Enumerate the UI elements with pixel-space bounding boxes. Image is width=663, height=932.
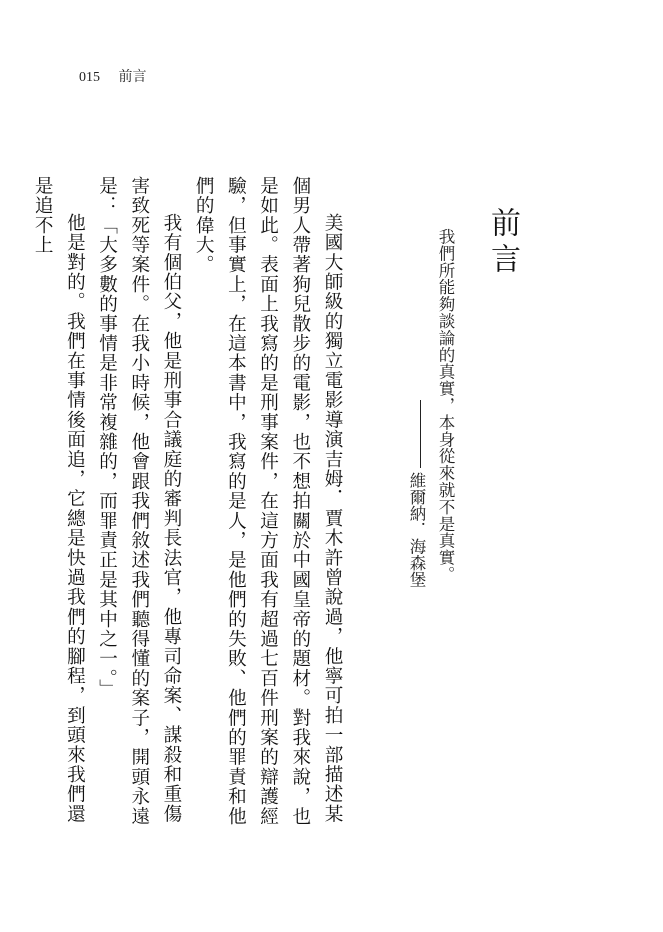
running-header-title: 前言 (118, 69, 147, 85)
attribution-dash (420, 400, 421, 468)
body-paragraph-3: 他是對的。我們在事情後面追，它總是快過我們的腳程，到頭來我們還是追不上 (32, 176, 86, 824)
body-paragraph-1: 美國大師級的獨立電影導演吉姆．賈木許曾說過，他寧可拍一部描述某個男人帶著狗兒散步的電影，也不想拍關於中國皇帝的題材。對我來說，也是如此。表面上我寫的是刑事案件，在這方面我有超過七百件刑案的辯護經驗，但事實上，在這本書中，我寫的是人，是他們的失敗、他們的罪責和他們的偉大。 (193, 176, 343, 827)
body-paragraph-2: 我有個伯父，他是刑事合議庭的審判長法官，他專司命案、謀殺和重傷害致死等案件。在我小時候，他會跟我們敘述我們聽得懂的案子，開頭永遠是：「大多數的事情是非常複雜的，而罪責正是其中之一。」 (96, 176, 182, 827)
epigraph-quote: 我們所能夠談論的真實，本身從來就不是真實。 (436, 228, 455, 583)
page-number: 015 (79, 70, 100, 85)
epigraph-author: 維爾納．海森堡 (407, 472, 426, 588)
chapter-title: 前言 (485, 207, 520, 279)
body-text (32, 176, 348, 836)
epigraph-attribution (404, 400, 428, 588)
running-header (79, 66, 146, 86)
